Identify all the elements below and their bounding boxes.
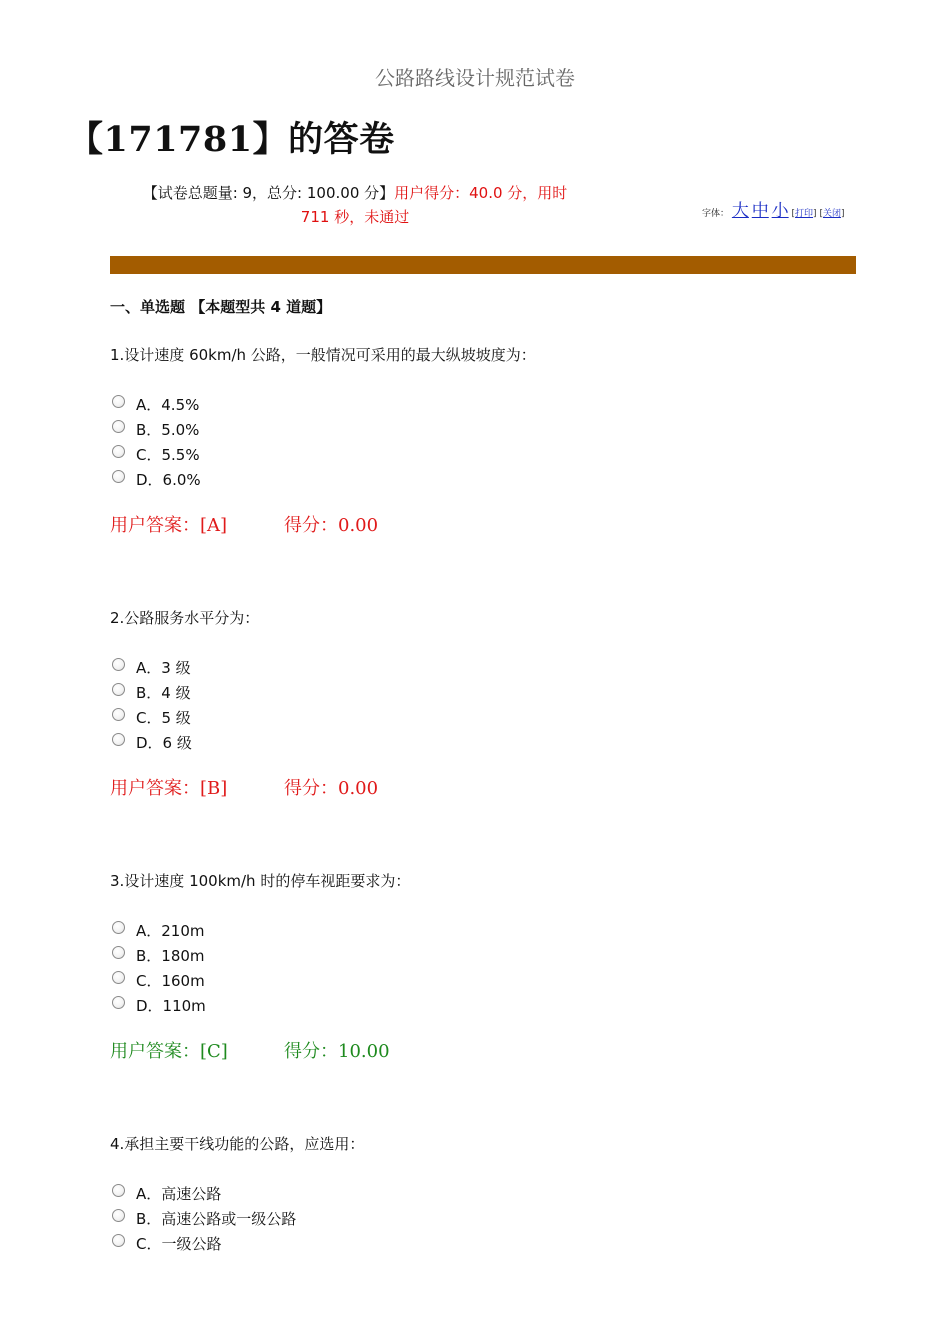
summary-totals: 【试卷总题量: 9，总分: 100.00 分】 (142, 184, 395, 202)
question-3 (110, 869, 870, 1066)
font-size-toolbar: 字体： 大 中 小 [打印] [关闭] (702, 201, 845, 221)
question-text: 1.设计速度 60km/h 公路，一般情况可采用的最大纵坡坡度为： (110, 346, 536, 364)
font-size-label: 字体： (702, 209, 730, 219)
radio-button[interactable] (112, 921, 125, 934)
radio-button[interactable] (112, 420, 125, 433)
option-label: A．3 级 (136, 659, 191, 677)
option-label: C．一级公路 (136, 1235, 222, 1253)
answer-result (110, 1038, 870, 1066)
question-text: 2.公路服务水平分为： (110, 609, 260, 627)
radio-button[interactable] (112, 946, 125, 959)
option-label: A．210m (136, 922, 205, 940)
option-list (110, 1182, 870, 1257)
option-list (110, 393, 870, 493)
option-label: B．高速公路或一级公路 (136, 1210, 297, 1228)
option-c[interactable] (110, 969, 870, 994)
font-small-link[interactable]: 小 (771, 201, 789, 221)
user-answer: 用户答案：[A] (110, 515, 228, 536)
radio-button[interactable] (112, 658, 125, 671)
question-text: 3.设计速度 100km/h 时的停车视距要求为： (110, 872, 411, 890)
option-b[interactable] (110, 944, 870, 969)
answer-result (110, 512, 870, 540)
exam-title: 【171781】的答卷 (68, 119, 395, 160)
option-label: C．160m (136, 972, 205, 990)
option-c[interactable] (110, 706, 870, 731)
print-link[interactable]: 打印 (795, 209, 814, 219)
radio-button[interactable] (112, 971, 125, 984)
question-score: 得分：10.00 (284, 1041, 390, 1062)
option-label: D．110m (136, 997, 206, 1015)
question-text: 4.承担主要干线功能的公路，应选用： (110, 1135, 365, 1153)
option-d[interactable] (110, 731, 870, 756)
user-answer: 用户答案：[C] (110, 1041, 228, 1062)
summary-user-score: 用户得分：40.0 分，用时 (394, 184, 568, 202)
option-a[interactable] (110, 656, 870, 681)
option-list (110, 656, 870, 756)
close-link[interactable]: 关闭 (822, 209, 841, 219)
radio-button[interactable] (112, 1184, 125, 1197)
radio-button[interactable] (112, 445, 125, 458)
radio-button[interactable] (112, 996, 125, 1009)
exam-summary (140, 181, 570, 229)
answer-result (110, 775, 870, 803)
radio-button[interactable] (112, 1234, 125, 1247)
option-label: C．5.5% (136, 446, 200, 464)
header-divider-bar (110, 256, 856, 274)
option-list (110, 919, 870, 1019)
font-large-link[interactable]: 大 (731, 201, 749, 221)
radio-button[interactable] (112, 470, 125, 483)
radio-button[interactable] (112, 683, 125, 696)
option-b[interactable] (110, 418, 870, 443)
option-label: D．6.0% (136, 471, 201, 489)
option-a[interactable] (110, 393, 870, 418)
document-title: 公路路线设计规范试卷 (375, 66, 575, 90)
option-label: A．4.5% (136, 396, 200, 414)
question-score: 得分：0.00 (284, 778, 379, 799)
radio-button[interactable] (112, 708, 125, 721)
option-label: C．5 级 (136, 709, 191, 727)
question-score: 得分：0.00 (284, 515, 379, 536)
option-c[interactable] (110, 443, 870, 468)
option-label: A．高速公路 (136, 1185, 222, 1203)
option-b[interactable] (110, 681, 870, 706)
option-a[interactable] (110, 919, 870, 944)
option-label: B．4 级 (136, 684, 191, 702)
option-label: B．180m (136, 947, 205, 965)
section-title: 一、单选题 【本题型共 4 道题】 (110, 298, 332, 316)
radio-button[interactable] (112, 395, 125, 408)
radio-button[interactable] (112, 733, 125, 746)
summary-time-result: 711 秒，未通过 (300, 208, 410, 226)
option-label: D．6 级 (136, 734, 192, 752)
question-1 (110, 343, 870, 540)
option-label: B．5.0% (136, 421, 200, 439)
font-medium-link[interactable]: 中 (751, 201, 769, 221)
question-2 (110, 606, 870, 803)
option-d[interactable] (110, 468, 870, 493)
question-4 (110, 1132, 870, 1257)
option-c[interactable] (110, 1232, 870, 1257)
option-a[interactable] (110, 1182, 870, 1207)
option-b[interactable] (110, 1207, 870, 1232)
user-answer: 用户答案：[B] (110, 778, 228, 799)
option-d[interactable] (110, 994, 870, 1019)
radio-button[interactable] (112, 1209, 125, 1222)
